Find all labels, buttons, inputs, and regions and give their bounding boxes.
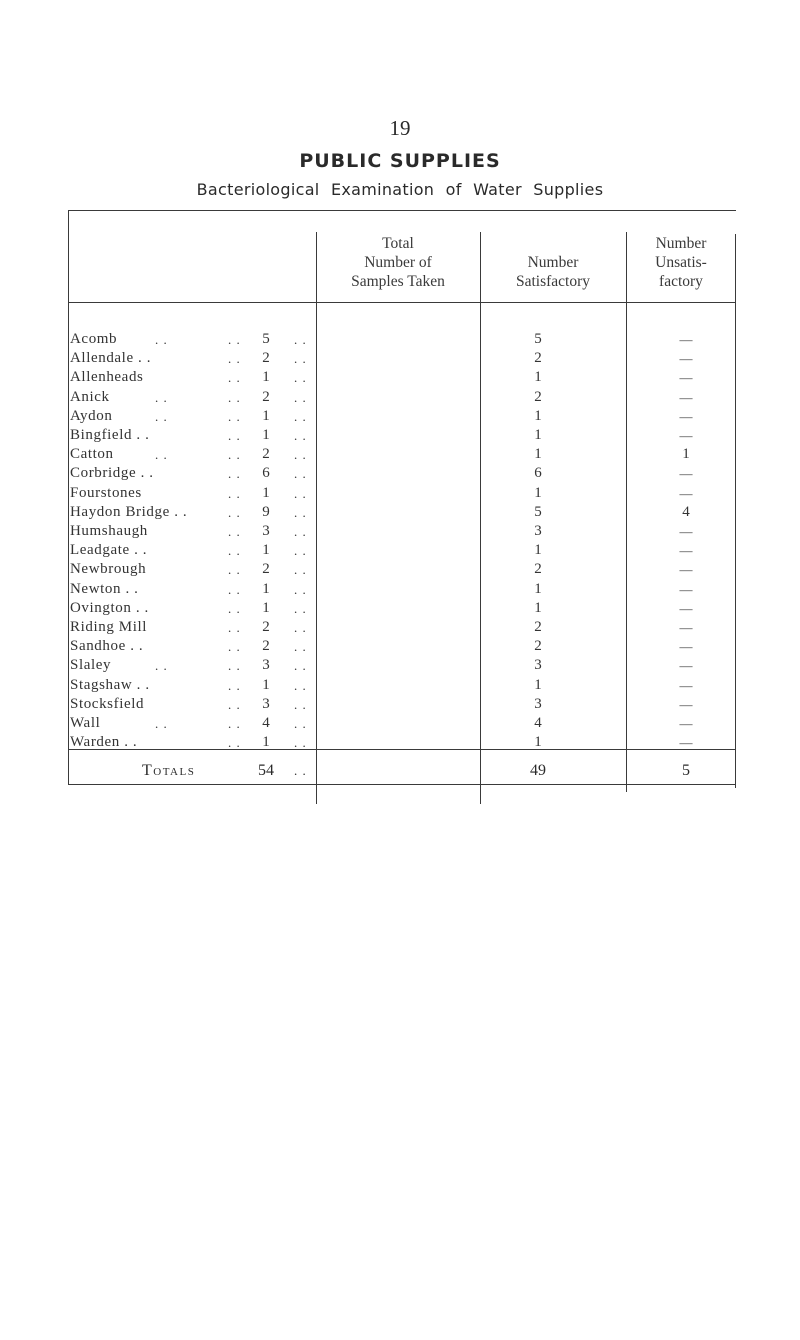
leader-dots: . . (294, 600, 307, 616)
place-name: Allendale . . (70, 350, 152, 367)
header-total-samples (318, 234, 478, 291)
header-line: Unsatis- (655, 254, 707, 271)
samples-taken-value: 1 (262, 407, 270, 424)
samples-taken-value: 1 (262, 734, 270, 751)
leader-dots: . . (228, 428, 241, 443)
table-row (68, 676, 736, 695)
subtitle-word: of (445, 180, 462, 199)
leader-dots: . . (228, 716, 241, 731)
leader-dots: . . (294, 485, 307, 501)
samples-taken-value: 1 (262, 369, 270, 386)
table-row (68, 695, 736, 714)
unsatisfactory-value: — (679, 677, 693, 693)
table-row (68, 388, 736, 407)
table-row (68, 714, 736, 733)
unsatisfactory-value: — (679, 466, 693, 482)
unsatisfactory-value: — (679, 735, 693, 751)
totals-satisfactory-value: 49 (530, 762, 546, 779)
leader-dots: . . (228, 485, 241, 501)
table-row (68, 407, 736, 426)
unsatisfactory-value: — (679, 408, 693, 424)
leader-dots: . . (294, 763, 307, 778)
page-title: PUBLIC SUPPLIES (299, 150, 501, 172)
table-row (68, 599, 736, 618)
unsatisfactory-value: — (679, 600, 693, 616)
leader-dots: . . (294, 332, 307, 347)
table-row (68, 330, 736, 349)
table-row (68, 656, 736, 675)
unsatisfactory-value: — (679, 351, 693, 367)
leader-dots: . . (294, 735, 307, 751)
samples-taken-value: 9 (262, 503, 270, 520)
satisfactory-value: 1 (534, 580, 542, 597)
place-name: Corbridge . . (70, 465, 154, 482)
unsatisfactory-value: — (679, 389, 693, 405)
table-row (68, 580, 736, 599)
table-row (68, 618, 736, 637)
unsatisfactory-value: — (679, 370, 693, 386)
place-name: Newbrough (70, 561, 147, 578)
header-unsatisfactory (628, 234, 734, 291)
samples-taken-value: 6 (262, 465, 270, 482)
satisfactory-value: 2 (534, 388, 542, 405)
leader-dots: . . (294, 696, 307, 712)
satisfactory-value: 3 (534, 695, 542, 712)
place-name: Allenheads (70, 369, 144, 386)
leader-dots: . . (155, 447, 168, 463)
leader-dots: . . (228, 332, 241, 347)
satisfactory-value: 1 (534, 369, 542, 386)
leader-dots: . . (228, 696, 241, 712)
satisfactory-value: 4 (534, 715, 542, 731)
satisfactory-value: 1 (534, 446, 542, 463)
table-row (68, 541, 736, 560)
leader-dots: . . (228, 389, 241, 405)
header-line: Samples Taken (351, 273, 445, 290)
satisfactory-value: 2 (534, 350, 542, 367)
place-name: Aydon (70, 407, 113, 424)
place-name: Stocksfield (70, 695, 145, 712)
header-line: factory (659, 273, 703, 290)
table-row (68, 522, 736, 541)
leader-dots: . . (294, 543, 307, 559)
satisfactory-value: 1 (534, 542, 542, 559)
satisfactory-value: 1 (534, 599, 542, 616)
water-supplies-table (68, 210, 736, 784)
leader-dots: . . (294, 408, 307, 424)
leader-dots: . . (294, 639, 307, 655)
unsatisfactory-value: — (679, 485, 693, 501)
table-row (68, 503, 736, 522)
place-name: Newton . . (70, 580, 139, 597)
leader-dots: . . (228, 408, 241, 424)
leader-dots: . . (294, 428, 307, 443)
samples-taken-value: 1 (262, 599, 270, 616)
unsatisfactory-value: — (679, 332, 693, 347)
samples-taken-value: 4 (262, 715, 270, 731)
samples-taken-value: 1 (262, 580, 270, 597)
place-name: Acomb (70, 331, 118, 347)
place-name: Warden . . (70, 734, 138, 751)
samples-taken-value: 2 (262, 446, 270, 463)
unsatisfactory-value: — (679, 524, 693, 539)
leader-dots: . . (155, 332, 168, 347)
table-row (68, 637, 736, 656)
leader-dots: . . (294, 504, 307, 520)
unsatisfactory-value: — (679, 716, 693, 731)
place-name: Bingfield . . (70, 427, 150, 443)
leader-dots: . . (294, 716, 307, 731)
place-name: Ovington . . (70, 599, 149, 616)
subtitle-word: Examination (330, 180, 435, 199)
leader-dots: . . (294, 620, 307, 635)
unsatisfactory-value: — (679, 639, 693, 655)
place-name: Wall (70, 715, 101, 731)
leader-dots: . . (294, 677, 307, 693)
satisfactory-value: 1 (534, 676, 542, 693)
samples-taken-value: 1 (262, 542, 270, 559)
samples-taken-value: 2 (262, 619, 270, 635)
leader-dots: . . (228, 351, 241, 367)
satisfactory-value: 2 (534, 619, 542, 635)
page-subtitle (0, 180, 800, 199)
subtitle-word: Water (473, 180, 522, 199)
header-line: Total (382, 235, 414, 252)
subtitle-word: Supplies (533, 180, 604, 199)
leader-dots: . . (294, 581, 307, 597)
samples-taken-value: 5 (262, 331, 270, 347)
table-row (68, 445, 736, 464)
leader-dots: . . (228, 677, 241, 693)
leader-dots: . . (228, 620, 241, 635)
leader-dots: . . (228, 466, 241, 482)
header-rule (68, 302, 736, 303)
header-satisfactory (482, 253, 624, 291)
unsatisfactory-value: — (679, 428, 693, 443)
place-name: Catton (70, 446, 114, 463)
samples-taken-value: 3 (262, 695, 270, 712)
unsatisfactory-value: 4 (682, 503, 690, 520)
leader-dots: . . (155, 716, 168, 731)
leader-dots: . . (228, 524, 241, 539)
leader-dots: . . (294, 370, 307, 386)
satisfactory-value: 2 (534, 561, 542, 578)
leader-dots: . . (294, 524, 307, 539)
leader-dots: . . (155, 658, 168, 674)
samples-taken-value: 2 (262, 350, 270, 367)
page-number: 19 (389, 116, 411, 140)
leader-dots: . . (228, 504, 241, 520)
leader-dots: . . (294, 658, 307, 674)
place-name: Sandhoe . . (70, 638, 144, 655)
totals-samples-value: 54 (258, 762, 274, 779)
leader-dots: . . (294, 447, 307, 463)
leader-dots: . . (294, 351, 307, 367)
samples-taken-value: 1 (262, 484, 270, 501)
leader-dots: . . (294, 389, 307, 405)
leader-dots: . . (155, 389, 168, 405)
place-name: Riding Mill (70, 619, 148, 635)
satisfactory-value: 1 (534, 734, 542, 751)
unsatisfactory-value: — (679, 696, 693, 712)
satisfactory-value: 1 (534, 427, 542, 443)
table-row (68, 733, 736, 752)
samples-taken-value: 1 (262, 676, 270, 693)
table-bottom-rule (68, 784, 736, 785)
place-name: Humshaugh (70, 523, 148, 539)
leader-dots: . . (155, 408, 168, 424)
table-row (68, 349, 736, 368)
leader-dots: . . (228, 658, 241, 674)
leader-dots: . . (228, 735, 241, 751)
samples-taken-value: 3 (262, 523, 270, 539)
place-name: Fourstones (70, 484, 142, 501)
unsatisfactory-value: — (679, 543, 693, 559)
subtitle-word: Bacteriological (196, 180, 320, 199)
leader-dots: . . (228, 639, 241, 655)
leader-dots: . . (228, 543, 241, 559)
place-name: Slaley (70, 657, 112, 674)
table-row (68, 560, 736, 579)
satisfactory-value: 1 (534, 484, 542, 501)
place-name: Stagshaw . . (70, 676, 150, 693)
table-row (68, 368, 736, 387)
table-row (68, 426, 736, 445)
place-name: Anick (70, 388, 110, 405)
samples-taken-value: 2 (262, 388, 270, 405)
satisfactory-value: 6 (534, 465, 542, 482)
unsatisfactory-value: 1 (682, 446, 690, 463)
satisfactory-value: 5 (534, 331, 542, 347)
totals-label: Totals (142, 762, 196, 779)
header-line: Satisfactory (515, 273, 591, 290)
table-top-rule (68, 210, 736, 211)
place-name: Leadgate . . (70, 542, 148, 559)
satisfactory-value: 1 (534, 407, 542, 424)
header-line: Number (527, 254, 579, 271)
table-row (68, 484, 736, 503)
samples-taken-value: 3 (262, 657, 270, 674)
leader-dots: . . (294, 562, 307, 578)
samples-taken-value: 2 (262, 638, 270, 655)
samples-taken-value: 2 (262, 561, 270, 578)
header-line: Number of (364, 254, 432, 271)
satisfactory-value: 3 (534, 657, 542, 674)
satisfactory-value: 3 (534, 523, 542, 539)
leader-dots: . . (294, 466, 307, 482)
unsatisfactory-value: — (679, 562, 693, 578)
unsatisfactory-value: — (679, 658, 693, 674)
unsatisfactory-value: — (679, 620, 693, 635)
header-line: Number (655, 235, 707, 252)
place-name: Haydon Bridge . . (70, 503, 188, 520)
leader-dots: . . (228, 600, 241, 616)
leader-dots: . . (228, 562, 241, 578)
leader-dots: . . (228, 370, 241, 386)
leader-dots: . . (228, 447, 241, 463)
satisfactory-value: 5 (534, 503, 542, 520)
leader-dots: . . (228, 581, 241, 597)
samples-taken-value: 1 (262, 427, 270, 443)
table-row (68, 464, 736, 483)
unsatisfactory-value: — (679, 581, 693, 597)
totals-unsatisfactory-value: 5 (682, 762, 690, 779)
satisfactory-value: 2 (534, 638, 542, 655)
